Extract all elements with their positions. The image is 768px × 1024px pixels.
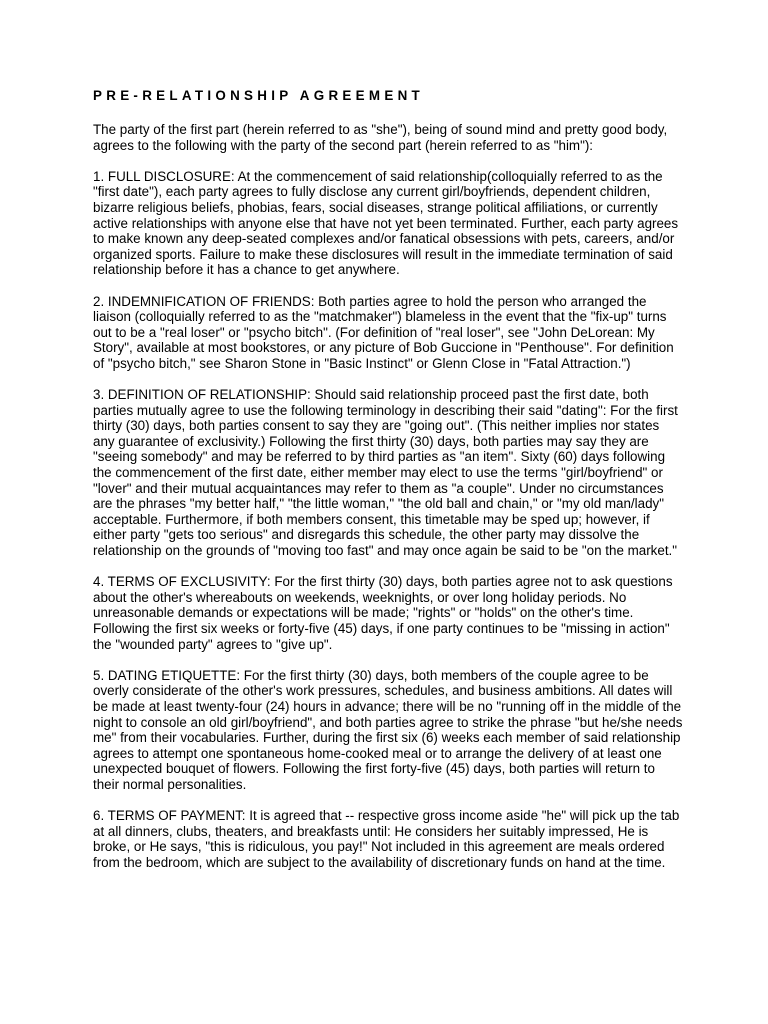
section-indemnification-of-friends: 2. INDEMNIFICATION OF FRIENDS: Both parties agree to hold the person who arranged the liaison (colloquially referred to as the "matchmaker") blameless in the event that the "fix-up" turns out to be a "real loser" or "psycho bitch". (For definition of "real loser", see "John DeLorean: My Story", available at most bookstores, or any picture of Bob Guccione in "Penthouse". For definition of "psycho bitch," see Sharon Stone in "Basic Instinct" or Glenn Close in "Fatal Attraction.") xyxy=(93,293,674,371)
document-title: PRE-RELATIONSHIP AGREEMENT xyxy=(93,88,425,103)
section-terms-of-payment: 6. TERMS OF PAYMENT: It is agreed that -- respective gross income aside "he" will pick up the tab at all dinners, clubs, theaters, and breakfasts until: He considers her suitably impressed, He is broke, or He says, "this is ridiculous, you pay!" Not included in this agreement are meals ordered from the bedroom, which are subject to the availability of discretionary funds on hand at the time. xyxy=(93,808,680,870)
section-definition-of-relationship: 3. DEFINITION OF RELATIONSHIP: Should said relationship proceed past the first date, both parties mutually agree to use the following terminology in describing their said "dating": For the first thirty (30) days, both parties consent to say they are "going out". (This neither implies nor states any guarantee of exclusivity.) Following the first thirty (30) days, both parties may say they are "seeing somebody" and may be referred to by third parties as "an item". Sixty (60) days following the commencement of the first date, either member may elect to use the terms "girl/boyfriend" or "lover" and their mutual acquaintances may refer to them as "a couple". Under no circumstances are the phrases "my better half," "the little woman," "the old ball and chain," or "my old man/lady" acceptable. Furthermore, if both members consent, this timetable may be sped up; however, if either party "gets too serious" and disregards this schedule, the other party may dissolve the relationship on the grounds of "moving too fast" and may once again be said to be "on the market." xyxy=(93,387,678,559)
document-body xyxy=(93,87,683,886)
section-terms-of-exclusivity: 4. TERMS OF EXCLUSIVITY: For the first thirty (30) days, both parties agree not to ask questions about the other's whereabouts on weekends, weeknights, or over long holiday periods. No unreasonable demands or expectations will be made; "rights" or "holds" on the other's time. Following the first six weeks or forty-five (45) days, if one party continues to be "missing in action" the "wounded party" agrees to "give up". xyxy=(93,574,673,652)
section-full-disclosure: 1. FULL DISCLOSURE: At the commencement of said relationship(colloquially referred to as the "first date"), each party agrees to fully disclose any current girl/boyfriends, dependent children, bizarre religious beliefs, phobias, fears, social diseases, strange political affiliations, or currently active relationships with anyone else that have not yet been terminated. Further, each party agrees to make known any deep-seated complexes and/or fanatical obsessions with pets, careers, and/or organized sports. Failure to make these disclosures will result in the immediate termination of said relationship before it has a chance to get anywhere. xyxy=(93,168,679,278)
intro-paragraph: The party of the first part (herein referred to as "she"), being of sound mind and pretty good body, agrees to the following with the party of the second part (herein referred to as "him"): xyxy=(93,122,668,153)
section-dating-etiquette: 5. DATING ETIQUETTE: For the first thirty (30) days, both members of the couple agree to be overly considerate of the other's work pressures, schedules, and business ambitions. All dates will be made at least twenty-four (24) hours in advance; there will be no "running off in the middle of the night to console an old girl/boyfriend", and both parties agree to strike the phrase "but he/she needs me" from their vocabularies. Further, during the first six (6) weeks each member of said relationship agrees to attempt one spontaneous home-cooked meal or to arrange the delivery of at least one unexpected bouquet of flowers. Following the first forty-five (45) days, both parties will return to their normal personalities. xyxy=(93,667,683,792)
